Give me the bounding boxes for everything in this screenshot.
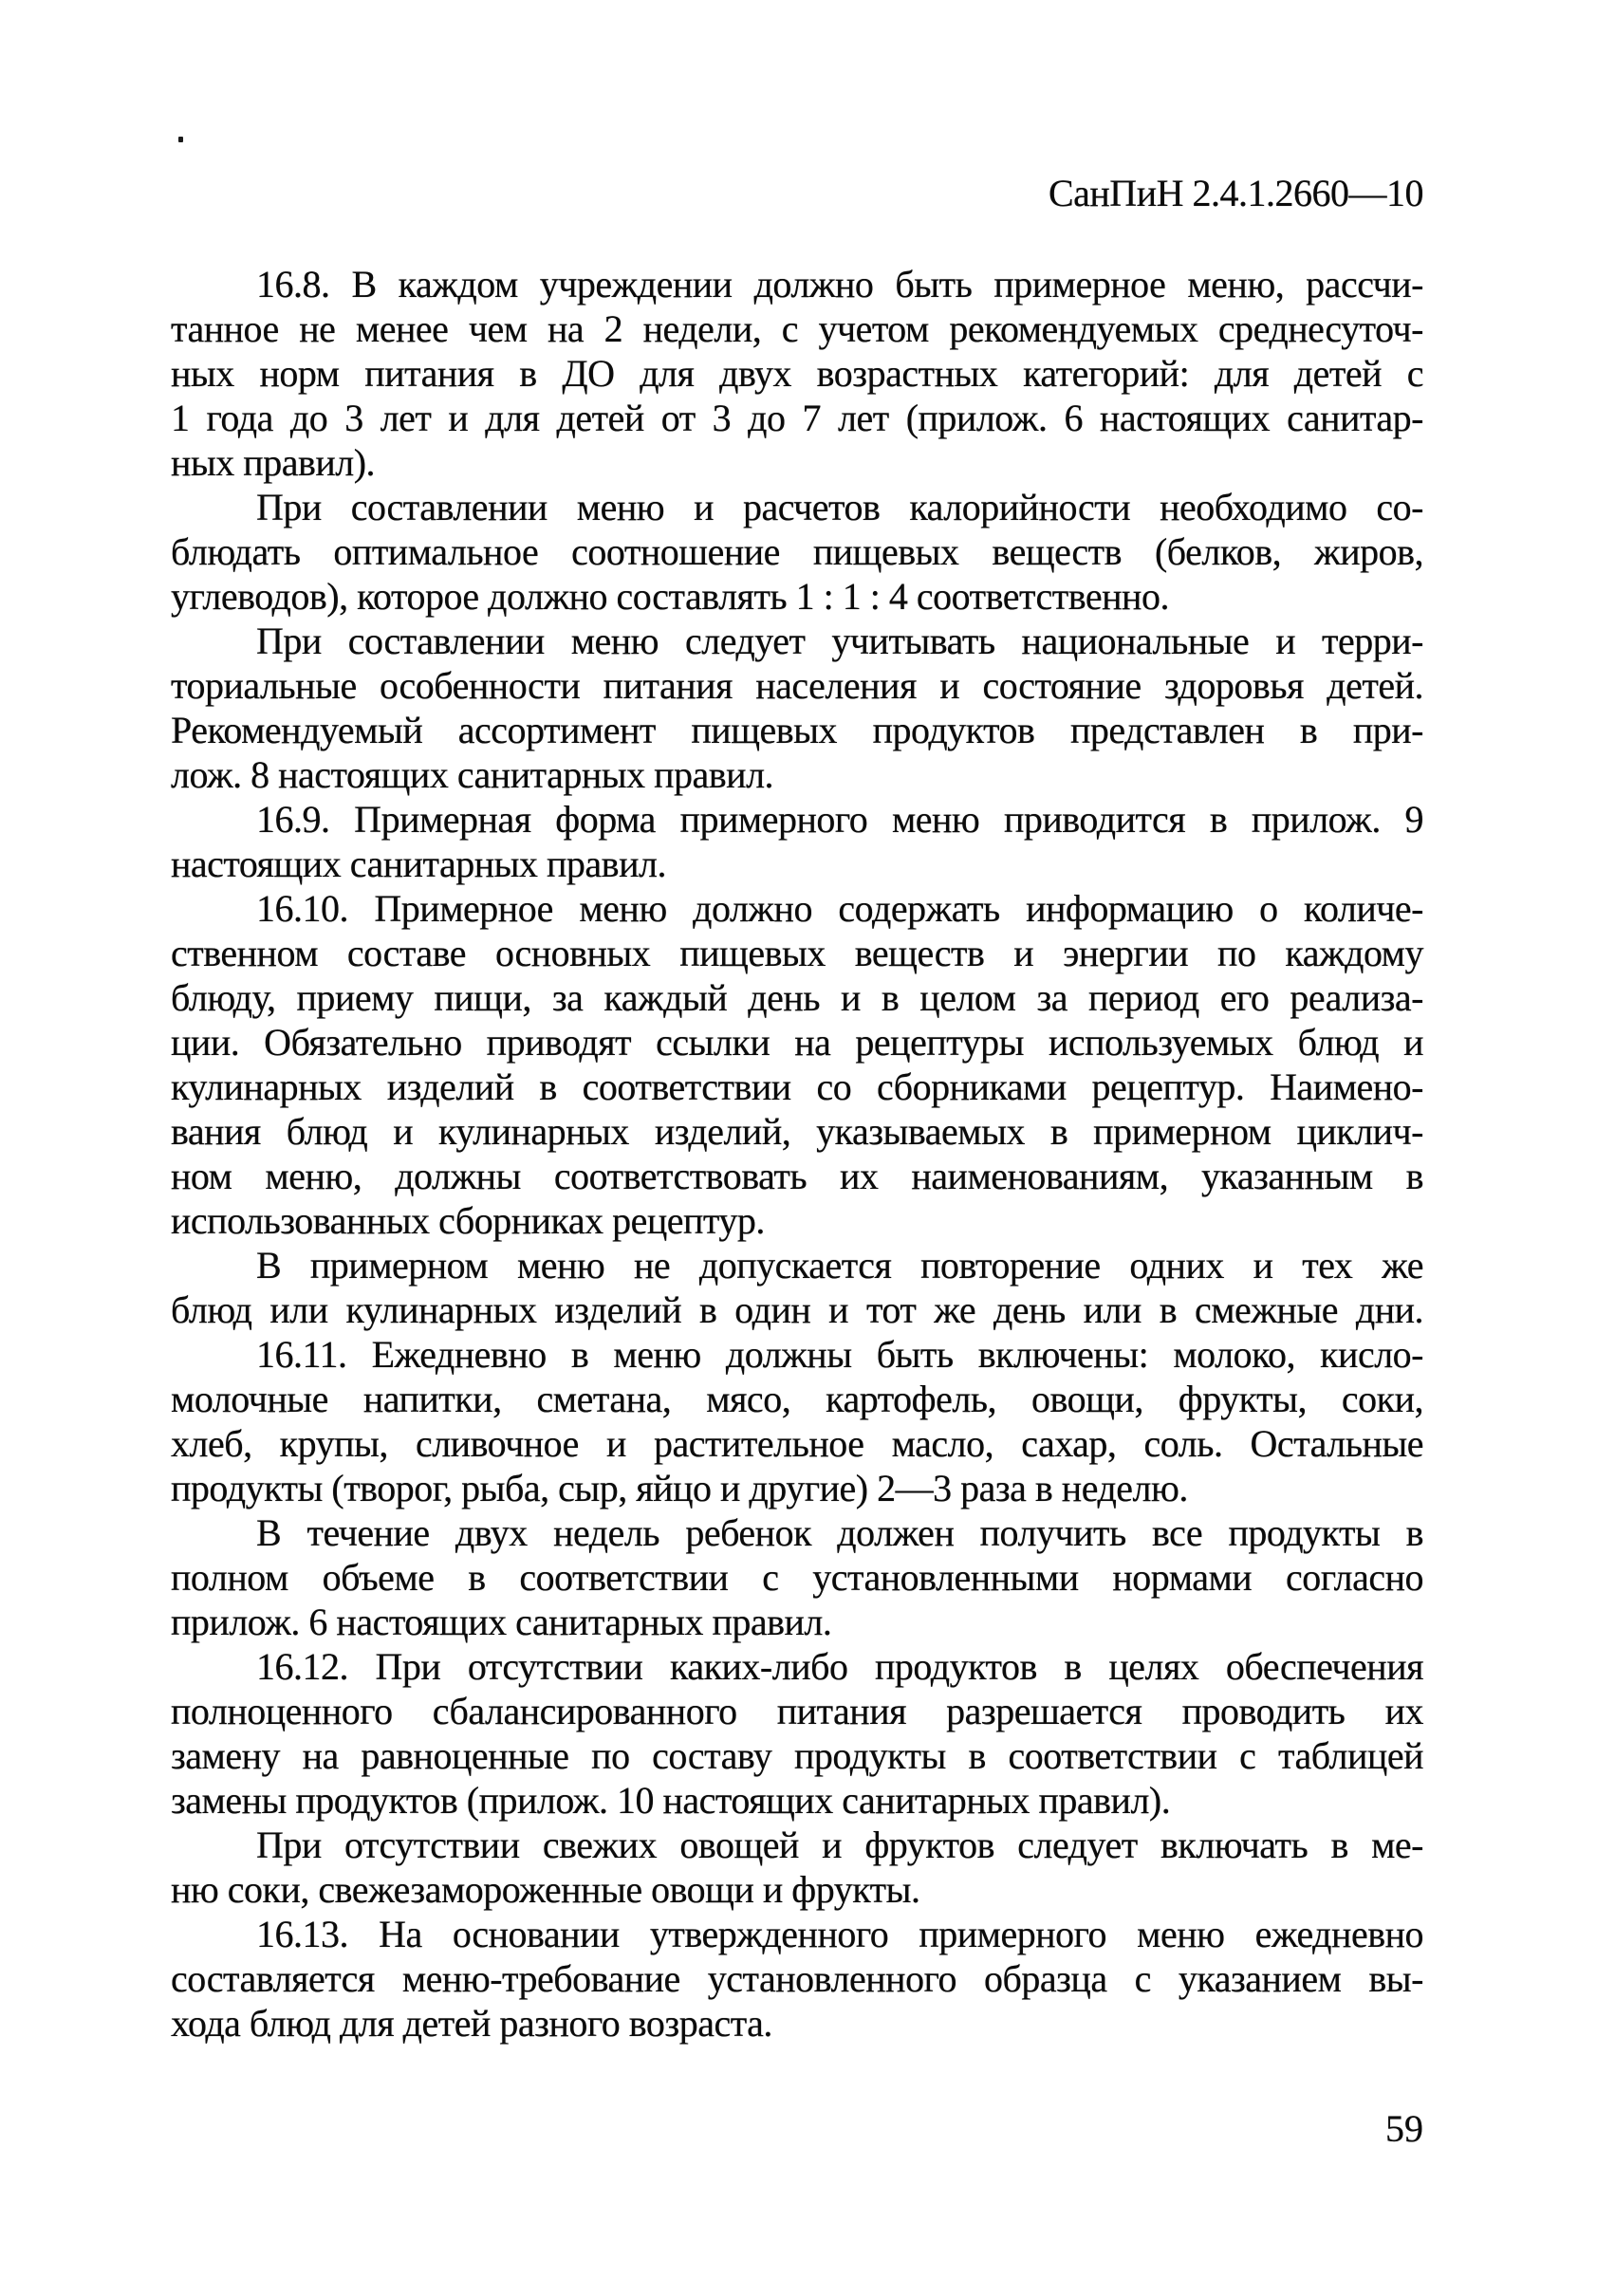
text-line: ториальные особенности питания населения и состояние здоровья детей.	[171, 664, 1423, 707]
text-line: блюду, приему пищи, за каждый день и в целом за период его реализа-	[171, 976, 1423, 1019]
text-line: При составлении меню и расчетов калорийности необходимо со-	[256, 486, 1423, 528]
paragraph	[171, 485, 1423, 619]
text-line: лож. 8 настоящих санитарных правил.	[171, 753, 774, 796]
text-line: блюд или кулинарных изделий в один и тот же день или в смежные дни.	[171, 1288, 1423, 1331]
text-line: хода блюд для детей разного возраста.	[171, 2002, 772, 2045]
paragraph	[171, 797, 1423, 886]
text-line: При составлении меню следует учитывать национальные и терри-	[256, 620, 1423, 662]
text-line: блюдать оптимальное соотношение пищевых веществ (белков, жиров,	[171, 530, 1423, 573]
text-line: 16.8. В каждом учреждении должно быть примерное меню, рассчи-	[256, 263, 1423, 306]
paragraph	[171, 1332, 1423, 1510]
text-line: углеводов), которое должно составлять 1 : 1 : 4 соответственно.	[171, 575, 1169, 618]
text-line: ню соки, свежезамороженные овощи и фрукты.	[171, 1868, 920, 1911]
text-line: полноценного сбалансированного питания разрешается проводить их	[171, 1690, 1423, 1732]
text-line: 16.11. Ежедневно в меню должны быть включены: молоко, кисло-	[256, 1333, 1423, 1376]
text-line: 16.10. Примерное меню должно содержать информацию о количе-	[256, 887, 1423, 930]
paragraph	[171, 619, 1423, 797]
text-line: 16.12. При отсутствии каких-либо продуктов в целях обеспечения	[256, 1645, 1423, 1688]
text-line: В примерном меню не допускается повторение одних и тех же	[256, 1244, 1423, 1287]
text-line: В течение двух недель ребенок должен получить все продукты в	[256, 1511, 1423, 1554]
text-line: 16.9. Примерная форма примерного меню приводится в прилож. 9	[256, 798, 1423, 841]
text-line: танное не менее чем на 2 недели, с учетом рекомендуемых среднесуточ-	[171, 307, 1423, 350]
text-line: вания блюд и кулинарных изделий, указываемых в примерном циклич-	[171, 1110, 1423, 1153]
text-line: ном меню, должны соответствовать их наименованиям, указанным в	[171, 1155, 1423, 1197]
text-line: ции. Обязательно приводят ссылки на рецептуры используемых блюд и	[171, 1021, 1423, 1064]
document-header: СанПиН 2.4.1.2660—10	[1048, 172, 1423, 214]
text-line: замену на равноценные по составу продукты в соответствии с таблицей	[171, 1734, 1423, 1777]
paragraph	[171, 1644, 1423, 1823]
text-line: 16.13. На основании утвержденного примерного меню ежедневно	[256, 1913, 1423, 1955]
text-line: 1 года до 3 лет и для детей от 3 до 7 лет (прилож. 6 настоящих санитар-	[171, 397, 1423, 439]
text-line: настоящих санитарных правил.	[171, 842, 666, 885]
page-number: 59	[1385, 2107, 1423, 2150]
text-line: прилож. 6 настоящих санитарных правил.	[171, 1601, 832, 1643]
text-line: хлеб, крупы, сливочное и растительное масло, сахар, соль. Остальные	[171, 1422, 1423, 1465]
paragraph	[171, 886, 1423, 1243]
paragraph	[171, 1823, 1423, 1912]
paragraph	[171, 1243, 1423, 1332]
text-line: замены продуктов (прилож. 10 настоящих санитарных правил).	[171, 1779, 1171, 1822]
text-line: молочные напитки, сметана, мясо, картофель, овощи, фрукты, соки,	[171, 1378, 1423, 1420]
paragraph	[171, 1912, 1423, 2046]
scan-artifact-dot	[178, 137, 183, 142]
text-line: ных правил).	[171, 441, 376, 484]
text-line: продукты (творог, рыба, сыр, яйцо и другие) 2—3 раза в неделю.	[171, 1467, 1188, 1509]
text-line: кулинарных изделий в соответствии со сборниками рецептур. Наимено-	[171, 1065, 1423, 1108]
text-line: использованных сборниках рецептур.	[171, 1199, 765, 1242]
text-line: Рекомендуемый ассортимент пищевых продуктов представлен в при-	[171, 709, 1423, 751]
text-line: ственном составе основных пищевых веществ и энергии по каждому	[171, 932, 1423, 974]
text-line: полном объеме в соответствии с установленными нормами согласно	[171, 1556, 1423, 1599]
text-line: ных норм питания в ДО для двух возрастных категорий: для детей с	[171, 352, 1423, 395]
text-line: составляется меню-требование установленного образца с указанием вы-	[171, 1957, 1423, 2000]
document-body	[171, 262, 1423, 2046]
paragraph	[171, 262, 1423, 485]
paragraph	[171, 1510, 1423, 1644]
text-line: При отсутствии свежих овощей и фруктов следует включать в ме-	[256, 1824, 1423, 1866]
